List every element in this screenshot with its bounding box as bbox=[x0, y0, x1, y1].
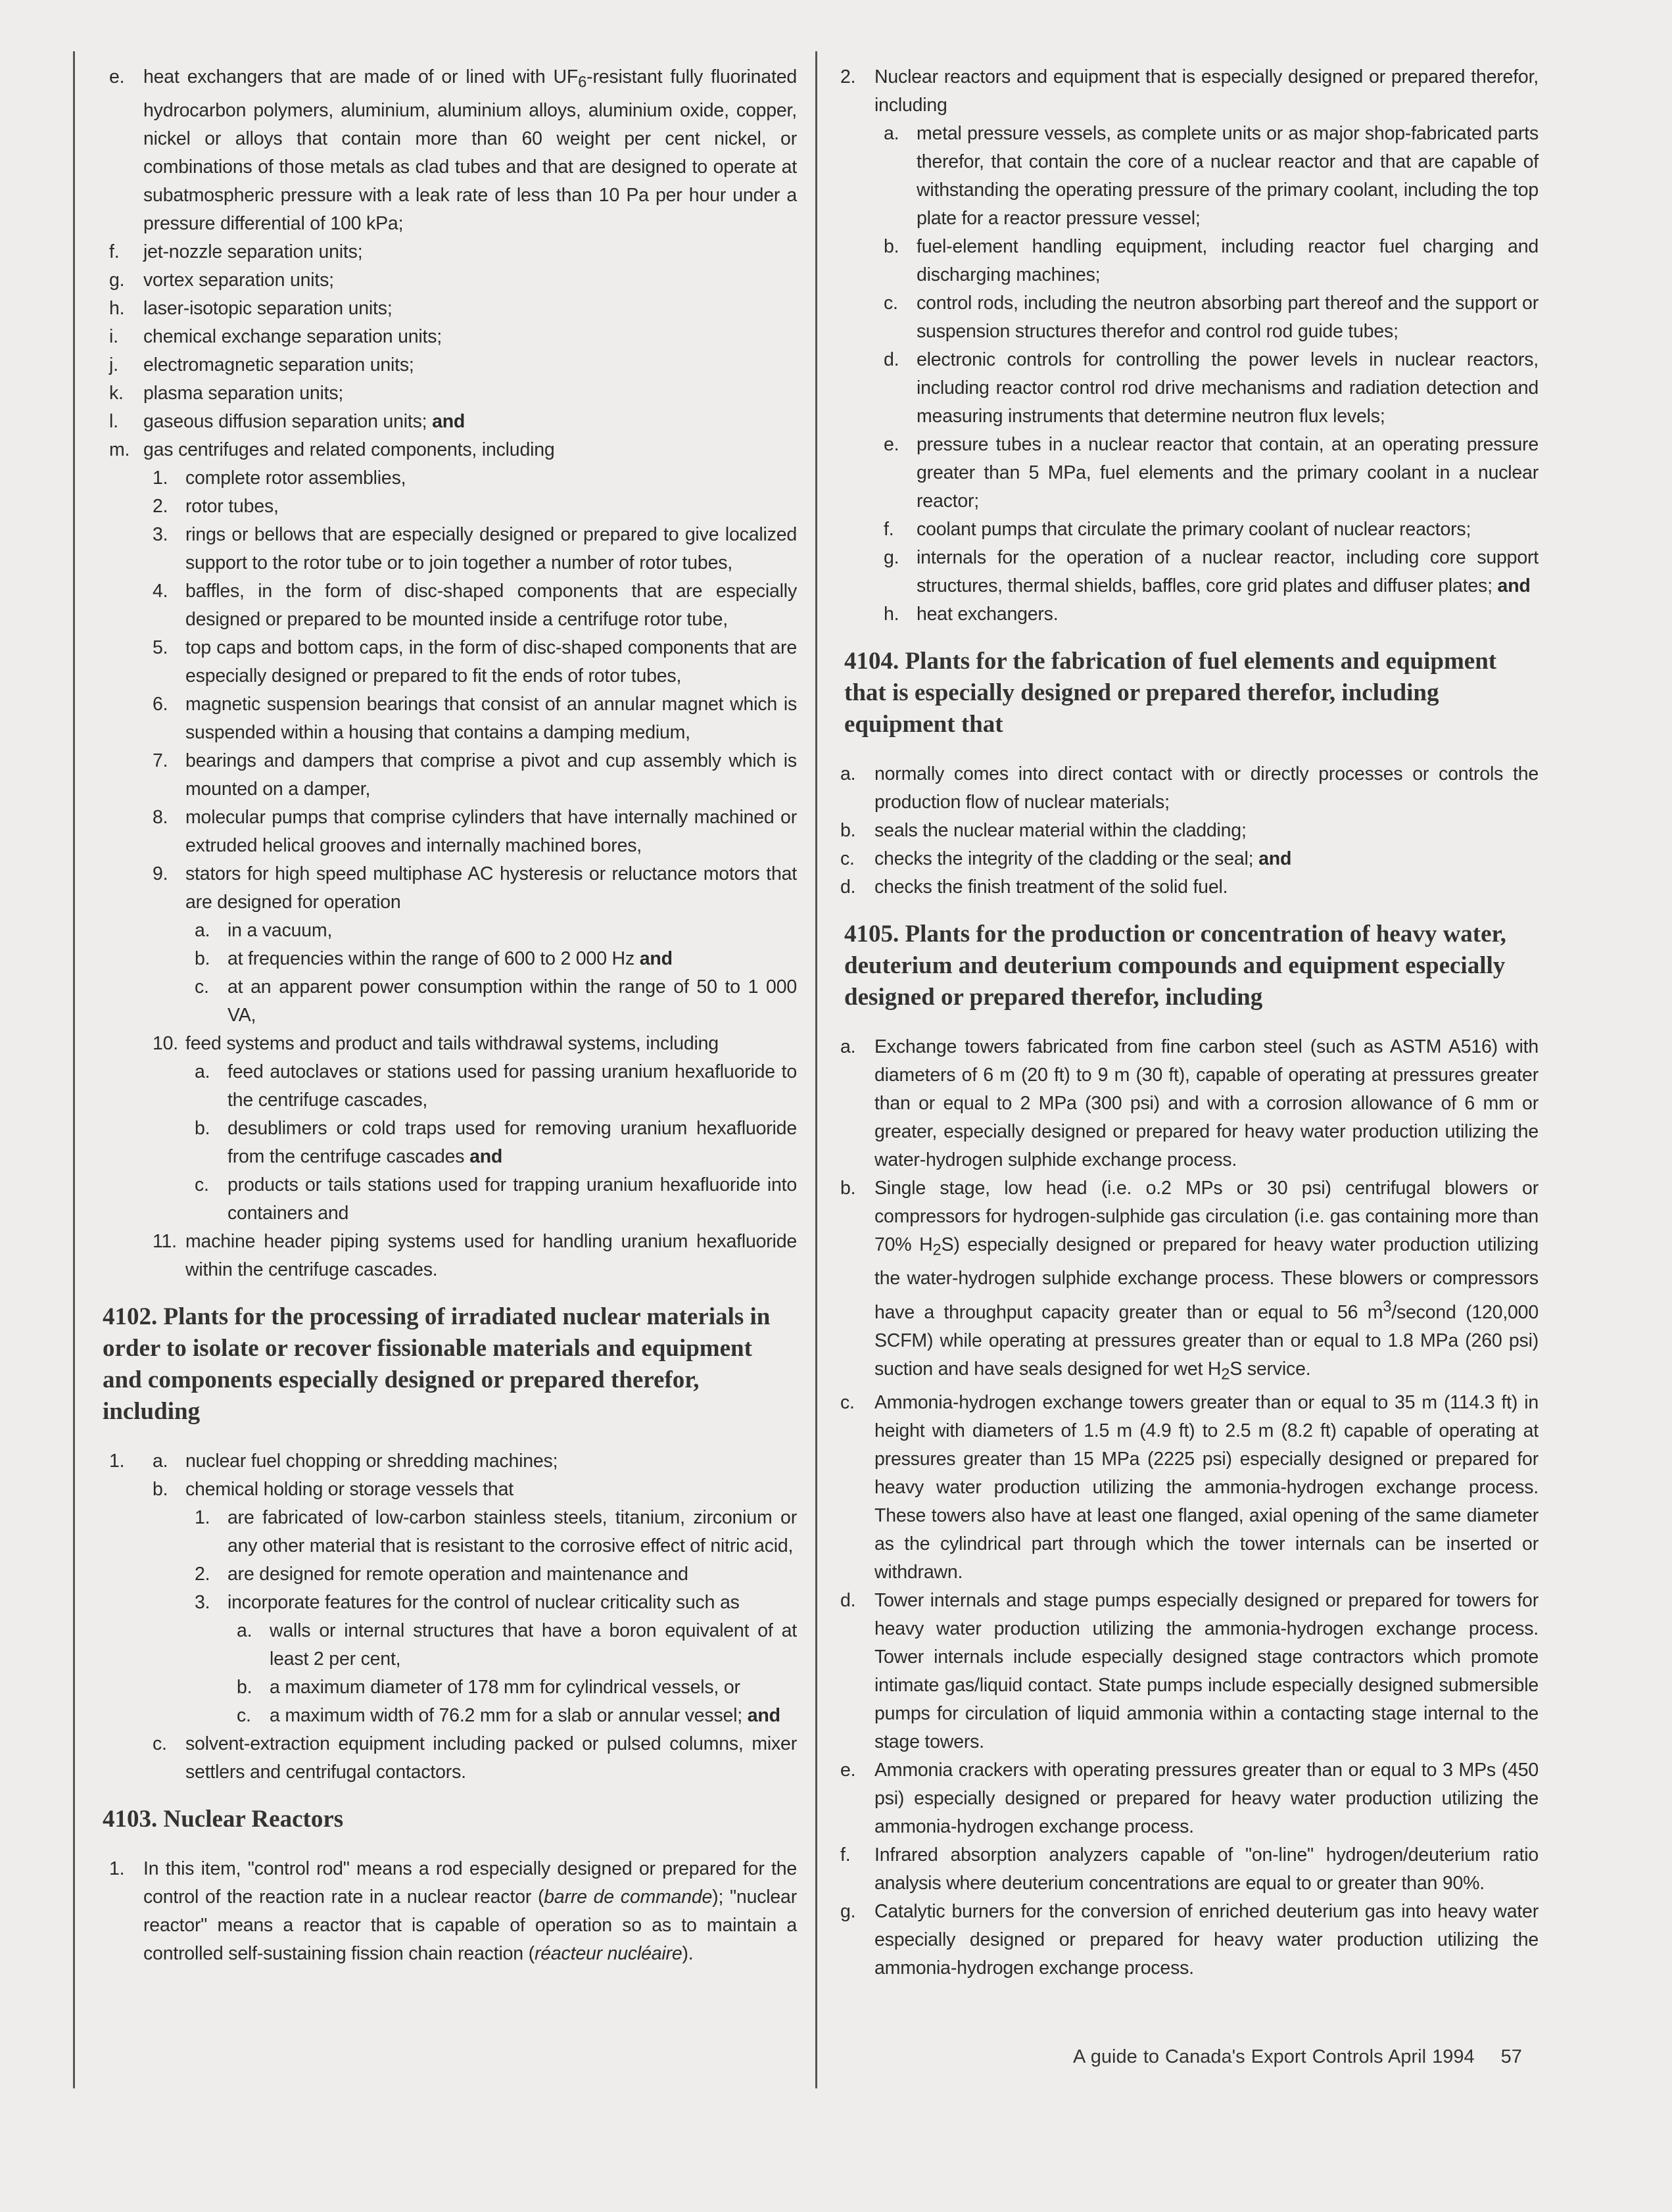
list-marker: b. bbox=[884, 236, 899, 257]
right-column bbox=[840, 63, 1539, 1983]
list-marker: 2. bbox=[195, 1563, 210, 1585]
list-item bbox=[74, 973, 797, 1030]
page-number: 57 bbox=[1500, 2046, 1522, 2067]
list-marker: e. bbox=[840, 1759, 856, 1781]
list-item bbox=[840, 1174, 1539, 1389]
center-column-rule bbox=[815, 51, 817, 2088]
list-marker: 5. bbox=[153, 637, 168, 658]
list-text: Single stage, low head (i.e. o.2 MPs or 30 psi) centrifugal blowers or compressors for hydrogen-sulphide gas circulation (i.e. gas containing more than 70% $H_2S$) especially designed or prepared for heavy water production utilizing the water-hydrogen sulphide exchange process. These blowers or compressors have a throughput capacity greater than or equal to 56 $m^3$/second (120,000 SCFM) while operating at pressures greater than or equal to 1.8 MPa (260 psi) suction and have seals designed for wet $H_2S$ service. bbox=[874, 1178, 1539, 1383]
list-text: a maximum width of 76.2 mm for a slab or annular vessel; and bbox=[270, 1704, 780, 1726]
list-marker: b. bbox=[195, 1117, 210, 1139]
list-text: internals for the operation of a nuclear reactor, including core support structures, thermal shields, baffles, core grid plates and diffuser plates; and bbox=[917, 547, 1539, 596]
section-heading: 4104. Plants for the fabrication of fuel elements and equipment that is especially designed or prepared therefor, including equipment that bbox=[844, 648, 1497, 738]
list-item bbox=[74, 1228, 797, 1284]
list-item bbox=[840, 873, 1539, 902]
list-text: laser-isotopic separation units; bbox=[143, 297, 393, 319]
section-heading: 4103. Nuclear Reactors bbox=[103, 1805, 344, 1833]
page-footer bbox=[1073, 2044, 1522, 2070]
list-marker: g. bbox=[884, 547, 899, 568]
list-text: complete rotor assemblies, bbox=[185, 467, 406, 489]
list-marker: b. bbox=[153, 1478, 168, 1500]
list-text: checks the finish treatment of the solid fuel. bbox=[874, 877, 1228, 898]
list-text: Nuclear reactors and equipment that is especially designed or prepared therefor, including bbox=[874, 66, 1539, 116]
list-item bbox=[840, 760, 1539, 817]
left-column bbox=[74, 63, 797, 1968]
list-item bbox=[74, 1617, 797, 1673]
list-text: checks the integrity of the cladding or the seal; and bbox=[874, 848, 1292, 869]
list-text: control rods, including the neutron absorbing part thereof and the support or suspension structures therefor and control rod guide tubes; bbox=[917, 293, 1539, 342]
list-marker: f. bbox=[109, 241, 120, 262]
list-text: vortex separation units; bbox=[143, 269, 334, 291]
list-marker: c. bbox=[237, 1704, 251, 1726]
list-text: nuclear fuel chopping or shredding machines; bbox=[185, 1450, 558, 1472]
list-text: Catalytic burners for the conversion of enriched deuterium gas into heavy water especially designed or prepared for heavy water production utilizing the ammonia-hydrogen exchange process. bbox=[874, 1900, 1539, 1979]
list-item bbox=[840, 63, 1539, 120]
list-text: plasma separation units; bbox=[143, 382, 344, 404]
list-text: fuel-element handling equipment, including reactor fuel charging and discharging machines; bbox=[917, 236, 1539, 285]
list-item bbox=[74, 521, 797, 577]
list-item bbox=[840, 845, 1539, 873]
list-marker: a. bbox=[195, 1061, 210, 1082]
list-marker: j. bbox=[109, 354, 118, 375]
list-marker: c. bbox=[840, 1391, 855, 1413]
list-item bbox=[74, 1115, 797, 1171]
list-marker: c. bbox=[153, 1733, 167, 1754]
list-marker: 11. bbox=[153, 1230, 177, 1252]
list-marker: 4. bbox=[153, 580, 168, 602]
list-marker: b. bbox=[195, 948, 210, 969]
list-marker: a. bbox=[153, 1450, 168, 1472]
list-item bbox=[74, 577, 797, 634]
list-marker: a. bbox=[237, 1620, 252, 1641]
list-text: Tower internals and stage pumps especially designed or prepared for towers for heavy water production utilizing the ammonia-hydrogen exchange process. Tower internals include especially designed stage contractors which promote intimate gas/liquid contact. State pumps include especially designed submersible pumps for circulation of liquid ammonia within a contacting stage internal to the stage towers. bbox=[874, 1589, 1539, 1752]
list-marker: e. bbox=[884, 434, 899, 455]
list-marker: 1. bbox=[153, 467, 168, 489]
list-text: stators for high speed multiphase AC hysteresis or reluctance motors that are designed for operation bbox=[185, 863, 797, 913]
list-item bbox=[74, 1730, 797, 1787]
list-marker: d. bbox=[884, 349, 899, 370]
list-marker: a. bbox=[840, 1036, 856, 1057]
list-marker: g. bbox=[109, 269, 125, 291]
list-marker: d. bbox=[840, 877, 856, 898]
list-item bbox=[74, 1855, 797, 1968]
list-text: machine header piping systems used for handling uranium hexafluoride within the centrifuge cascades. bbox=[185, 1230, 797, 1280]
list-marker: 8. bbox=[153, 806, 168, 828]
list-marker: b. bbox=[237, 1676, 252, 1698]
list-item bbox=[74, 238, 797, 266]
list-marker: a. bbox=[195, 919, 210, 941]
list-item bbox=[74, 1504, 797, 1560]
list-text: heat exchangers. bbox=[917, 604, 1059, 625]
list-item bbox=[840, 516, 1539, 544]
footer-title: A guide to Canada's Export Controls April 1994 bbox=[1073, 2046, 1475, 2067]
list-text: pressure tubes in a nuclear reactor that contain, at an operating pressure greater than 5 MPa, fuel elements and the primary coolant in a nuclear reactor; bbox=[917, 434, 1539, 512]
list-marker: 1. bbox=[109, 1858, 125, 1879]
list-marker: h. bbox=[109, 297, 125, 319]
list-marker: 1. bbox=[109, 1450, 125, 1472]
section-heading: 4105. Plants for the production or concentration of heavy water, deuterium and deuterium compounds and equipment especially designed or prepared therefor, including bbox=[844, 921, 1506, 1011]
list-marker: c. bbox=[195, 976, 209, 998]
list-marker: 9. bbox=[153, 863, 168, 884]
list-text: feed systems and product and tails withdrawal systems, including bbox=[185, 1032, 719, 1054]
list-text: rings or bellows that are especially designed or prepared to give localized support to the rotor tube or to join together a number of rotor tubes, bbox=[185, 523, 797, 573]
list-item bbox=[840, 431, 1539, 516]
list-item bbox=[74, 1171, 797, 1228]
list-item bbox=[840, 346, 1539, 431]
list-marker: b. bbox=[840, 820, 856, 841]
list-item bbox=[74, 1702, 797, 1730]
list-item bbox=[74, 408, 797, 436]
list-marker: m. bbox=[109, 439, 130, 460]
list-text: at frequencies within the range of 600 to 2 000 Hz and bbox=[227, 948, 673, 969]
list-text: magnetic suspension bearings that consist of an annular magnet which is suspended within a housing that contains a damping medium, bbox=[185, 693, 797, 743]
list-marker: a. bbox=[840, 763, 856, 784]
list-item bbox=[74, 860, 797, 917]
list-text: a maximum diameter of 178 mm for cylindrical vessels, or bbox=[270, 1676, 740, 1698]
list-marker: 10. bbox=[153, 1032, 179, 1054]
list-item bbox=[840, 289, 1539, 346]
list-text: at an apparent power consumption within the range of 50 to 1 000 VA, bbox=[227, 976, 797, 1026]
list-item bbox=[74, 747, 797, 804]
list-text: solvent-extraction equipment including packed or pulsed columns, mixer settlers and centrifugal contactors. bbox=[185, 1733, 797, 1783]
list-marker: 2. bbox=[153, 495, 168, 517]
list-item bbox=[74, 436, 797, 464]
list-item bbox=[840, 600, 1539, 629]
list-marker: 3. bbox=[153, 523, 168, 545]
list-item bbox=[74, 1476, 797, 1504]
list-text: Ammonia crackers with operating pressures greater than or equal to 3 MPs (450 psi) especially designed or prepared for heavy water production utilizing the ammonia-hydrogen exchange process. bbox=[874, 1759, 1539, 1837]
list-marker: g. bbox=[840, 1900, 856, 1922]
list-item bbox=[74, 1030, 797, 1058]
list-item bbox=[74, 464, 797, 493]
list-item bbox=[74, 1673, 797, 1702]
list-marker: i. bbox=[109, 325, 118, 347]
list-item bbox=[74, 1447, 797, 1476]
list-item bbox=[840, 1898, 1539, 1983]
list-text: gas centrifuges and related components, including bbox=[143, 439, 555, 460]
list-item bbox=[74, 1560, 797, 1589]
list-item bbox=[74, 1058, 797, 1115]
list-marker: l. bbox=[109, 410, 118, 432]
list-text: bearings and dampers that comprise a pivot and cup assembly which is mounted on a damper, bbox=[185, 750, 797, 800]
list-marker: d. bbox=[840, 1589, 856, 1611]
list-item bbox=[74, 63, 797, 238]
list-marker: 1. bbox=[195, 1506, 210, 1528]
list-item bbox=[840, 1587, 1539, 1756]
list-text: rotor tubes, bbox=[185, 495, 279, 517]
list-text: heat exchangers that are made of or lined with $UF_6$-resistant fully fluorinated hydrocarbon polymers, aluminium, aluminium alloys, aluminium oxide, copper, nickel or alloys that contain more than 60 weight per cent nickel, or combinations of those metals as clad tubes and that are designed to operate at subatmospheric pressure with a leak rate of less than 10 Pa per hour under a pressure differential of 100 kPa; bbox=[143, 66, 797, 234]
list-item bbox=[74, 634, 797, 690]
list-item bbox=[74, 917, 797, 945]
list-text: electronic controls for controlling the power levels in nuclear reactors, including reactor control rod drive mechanisms and radiation detection and measuring instruments that determine neutron flux levels; bbox=[917, 349, 1539, 427]
list-marker: 2. bbox=[840, 66, 856, 87]
list-text: molecular pumps that comprise cylinders that have internally machined or extruded helical grooves and internally machined bores, bbox=[185, 806, 797, 856]
list-marker: e. bbox=[109, 66, 125, 87]
list-marker: f. bbox=[840, 1844, 851, 1865]
list-text: normally comes into direct contact with or directly processes or controls the production flow of nuclear materials; bbox=[874, 763, 1539, 813]
list-text: Infrared absorption analyzers capable of "on-line" hydrogen/deuterium ratio analysis where deuterium concentrations are equal to or greater than 90%. bbox=[874, 1844, 1539, 1894]
list-text: chemical exchange separation units; bbox=[143, 325, 442, 347]
list-text: top caps and bottom caps, in the form of disc-shaped components that are especially designed or prepared to fit the ends of rotor tubes, bbox=[185, 637, 797, 686]
list-text: products or tails stations used for trapping uranium hexafluoride into containers and bbox=[227, 1174, 797, 1224]
list-text: jet-nozzle separation units; bbox=[143, 241, 363, 262]
list-marker: b. bbox=[840, 1178, 856, 1199]
list-marker: 6. bbox=[153, 693, 168, 715]
list-text: metal pressure vessels, as complete units or as major shop-fabricated parts therefor, that contain the core of a nuclear reactor and that are capable of withstanding the operating pressure of the primary coolant, including the top plate for a reactor pressure vessel; bbox=[917, 123, 1539, 229]
list-item bbox=[74, 379, 797, 408]
list-text: Ammonia-hydrogen exchange towers greater than or equal to 35 m (114.3 ft) in height with diameters of 1.5 m (4.9 ft) to 2.5 m (8.2 ft) capable of operating at pressures greater than 15 MPa (2225 psi) especially designed or prepared for heavy water production utilizing the ammonia-hydrogen exchange process. These towers also have at least one flanged, axial opening of the same diameter as the cylindrical part through which the tower internals can be inserted or withdrawn. bbox=[874, 1391, 1539, 1583]
list-text: coolant pumps that circulate the primary coolant of nuclear reactors; bbox=[917, 519, 1471, 540]
list-marker: f. bbox=[884, 519, 894, 540]
list-marker: k. bbox=[109, 382, 124, 404]
list-item bbox=[74, 323, 797, 351]
list-item bbox=[840, 544, 1539, 600]
list-text: desublimers or cold traps used for removing uranium hexafluoride from the centrifuge cascades and bbox=[227, 1117, 797, 1167]
list-text: In this item, "control rod" means a rod especially designed or prepared for the control of the reaction rate in a nuclear reactor (barre de commande); "nuclear reactor" means a reactor that is capable of operation so as to maintain a controlled self-sustaining fission chain reaction (réacteur nucléaire). bbox=[143, 1858, 797, 1964]
list-text: gaseous diffusion separation units; and bbox=[143, 410, 466, 432]
list-item bbox=[74, 493, 797, 521]
list-item bbox=[74, 945, 797, 973]
list-marker: 3. bbox=[195, 1591, 210, 1613]
list-item bbox=[840, 1841, 1539, 1898]
list-text: in a vacuum, bbox=[227, 919, 333, 941]
list-marker: a. bbox=[884, 123, 899, 144]
list-text: Exchange towers fabricated from fine carbon steel (such as ASTM A516) with diameters of 6 m (20 ft) to 9 m (30 ft), capable of operating at pressures greater than or equal to 2 MPa (300 psi) and with a corrosion allowance of 6 mm or greater, especially designed or prepared for heavy water production utilizing the water-hydrogen sulphide exchange process. bbox=[874, 1036, 1539, 1170]
section-heading: 4102. Plants for the processing of irradiated nuclear materials in order to isolate or recover fissionable materials and equipment and components especially designed or prepared therefor, including bbox=[103, 1303, 771, 1425]
list-marker: 7. bbox=[153, 750, 168, 771]
list-item bbox=[840, 233, 1539, 289]
list-item bbox=[74, 1589, 797, 1617]
list-marker: c. bbox=[195, 1174, 209, 1195]
list-marker: c. bbox=[884, 293, 898, 314]
list-text: seals the nuclear material within the cladding; bbox=[874, 820, 1247, 841]
list-text: incorporate features for the control of nuclear criticality such as bbox=[227, 1591, 740, 1613]
list-text: are fabricated of low-carbon stainless steels, titanium, zirconium or any other material that is resistant to the corrosive effect of nitric acid, bbox=[227, 1506, 797, 1556]
list-item bbox=[840, 817, 1539, 845]
list-text: electromagnetic separation units; bbox=[143, 354, 414, 375]
list-marker: c. bbox=[840, 848, 855, 869]
list-text: feed autoclaves or stations used for passing uranium hexafluoride to the centrifuge cascades, bbox=[227, 1061, 797, 1111]
list-item bbox=[74, 295, 797, 323]
list-text: are designed for remote operation and maintenance and bbox=[227, 1563, 688, 1585]
list-item bbox=[840, 1033, 1539, 1174]
list-item bbox=[840, 120, 1539, 233]
list-item bbox=[840, 1389, 1539, 1587]
list-item bbox=[74, 690, 797, 747]
list-text: chemical holding or storage vessels that bbox=[185, 1478, 514, 1500]
list-text: walls or internal structures that have a boron equivalent of at least 2 per cent, bbox=[270, 1620, 797, 1670]
list-item bbox=[74, 351, 797, 379]
list-item bbox=[74, 804, 797, 860]
list-item bbox=[840, 1756, 1539, 1841]
list-text: baffles, in the form of disc-shaped components that are especially designed or prepared to be mounted inside a centrifuge rotor tube, bbox=[185, 580, 797, 630]
list-item bbox=[74, 266, 797, 295]
list-marker: h. bbox=[884, 604, 899, 625]
